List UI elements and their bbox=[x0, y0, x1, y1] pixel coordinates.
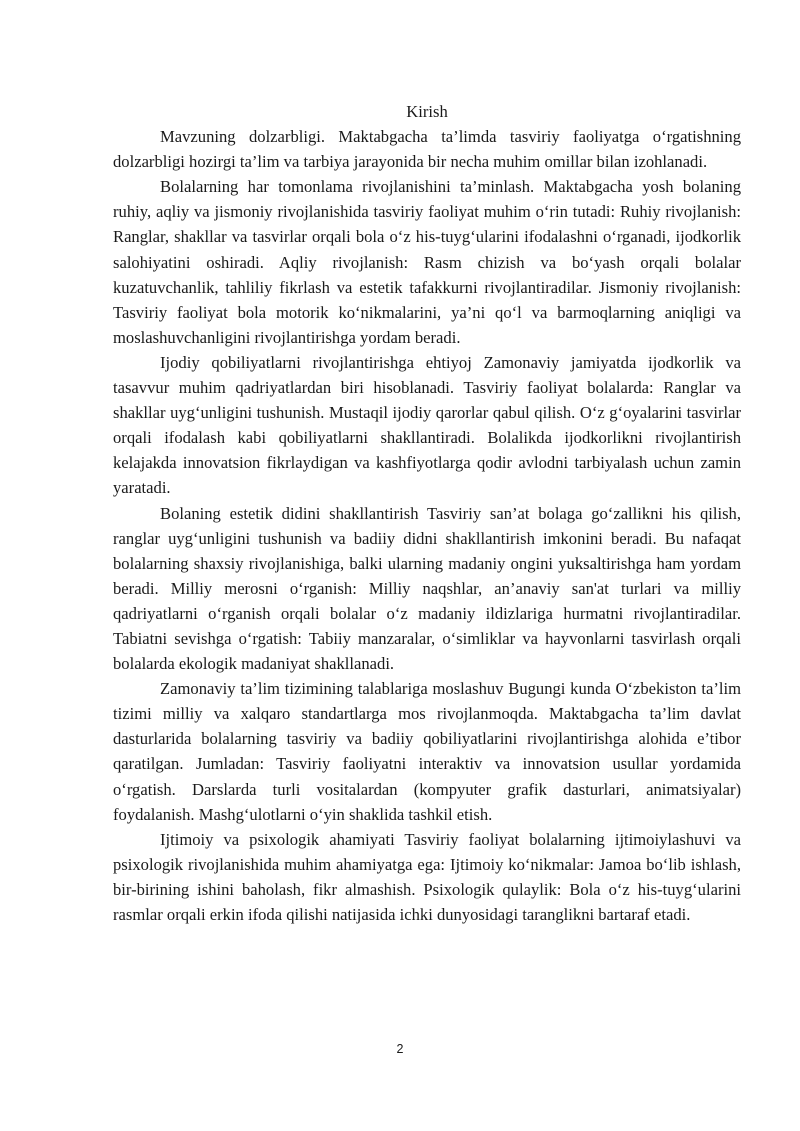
paragraph-comprehensive-development: Bolalarning har tomonlama rivojlanishini ta’minlash. Maktabgacha yosh bolaning ruhiy, aqliy va jismoniy rivojlanishida tasviriy faoliyat muhim o‘rin tutadi: Ruhiy rivojlanish: Ranglar, shakllar va tasvirlar orqali bola o‘z his-tuyg‘ularini ifodalashni o‘rganadi, ijodkorlik salohiyatini oshiradi. Aqliy rivojlanish: Rasm chizish va bo‘yash orqali bolalar kuzatuvchanlik, tahliliy fikrlash va estetik tafakkurni rivojlantiradilar. Jismoniy rivojlanish: Tasviriy faoliyat bola motorik ko‘nikmalarini, ya’ni qo‘l va barmoqlarning aniqligi va moslashuvchanligini rivojlantirishga yordam beradi. bbox=[113, 177, 741, 347]
paragraph-modern-education: Zamonaviy ta’lim tizimining talablariga moslashuv Bugungi kunda O‘zbekiston ta’lim tizimi milliy va xalqaro standartlarga mos rivojlanmoqda. Maktabgacha ta’lim davlat dasturlarida bolalarning tasviriy va badiiy qobiliyatlarini rivojlantirishga alohida e’tibor qaratilgan. Jumladan: Tasviriy faoliyatni interaktiv va innovatsion usullar yordamida o‘rgatish. Darslarda turli vositalardan (kompyuter grafik dasturlari, animatsiyalar) foydalanish. Mashg‘ulotlarni o‘yin shaklida tashkil etish. bbox=[113, 679, 741, 824]
paragraph-relevance: Mavzuning dolzarbligi. Maktabgacha ta’limda tasviriy faoliyatga o‘rgatishning dolzarbligi hozirgi ta’lim va tarbiya jarayonida bir necha muhim omillar bilan izohlanadi. bbox=[113, 127, 741, 172]
page-content bbox=[113, 99, 741, 927]
paragraph-aesthetic-taste: Bolaning estetik didini shakllantirish Tasviriy san’at bolaga go‘zallikni his qilish, ranglar uyg‘unligini tushunish va badiiy didni shakllantirish imkonini beradi. Bu nafaqat bolalarning shaxsiy rivojlanishiga, balki ularning madaniy ongini yuksaltirishga ham yordam beradi. Milliy merosni o‘rganish: Milliy naqshlar, an’anaviy san'at turlari va milliy qadriyatlarni o‘rganish orqali bolalar o‘z madaniy ildizlariga hurmatni rivojlantiradilar. Tabiatni sevishga o‘rgatish: Tabiiy manzaralar, o‘simliklar va hayvonlarni tasvirlash orqali bolalarda ekologik madaniyat shakllanadi. bbox=[113, 503, 741, 674]
paragraph-creative-abilities: Ijodiy qobiliyatlarni rivojlantirishga ehtiyoj Zamonaviy jamiyatda ijodkorlik va tasavvur muhim qadriyatlardan biri hisoblanadi. Tasviriy faoliyat bolalarda: Ranglar va shakllar uyg‘unligini tushunish. Mustaqil ijodiy qarorlar qabul qilish. O‘z g‘oyalarini tasvirlar orqali ifodalash kabi qobiliyatlarni shakllantiradi. Bolalikda ijodkorlikni rivojlantirish kelajakda innovatsion fikrlaydigan va kashfiyotlarga qodir avlodni tarbiyalash uchun zamin yaratadi. bbox=[113, 352, 741, 498]
section-title: Kirish bbox=[406, 102, 448, 121]
paragraph-social-psychological: Ijtimoiy va psixologik ahamiyati Tasviriy faoliyat bolalarning ijtimoiylashuvi va psixologik rivojlanishida muhim ahamiyatga ega: Ijtimoiy ko‘nikmalar: Jamoa bo‘lib ishlash, bir-birining ishini baholash, fikr almashish. Psixologik qulaylik: Bola o‘z his-tuyg‘ularini rasmlar orqali erkin ifoda qilishi natijasida ichki dunyosidagi taranglikni bartaraf etadi. bbox=[113, 829, 741, 924]
page-number: 2 bbox=[396, 1042, 404, 1056]
